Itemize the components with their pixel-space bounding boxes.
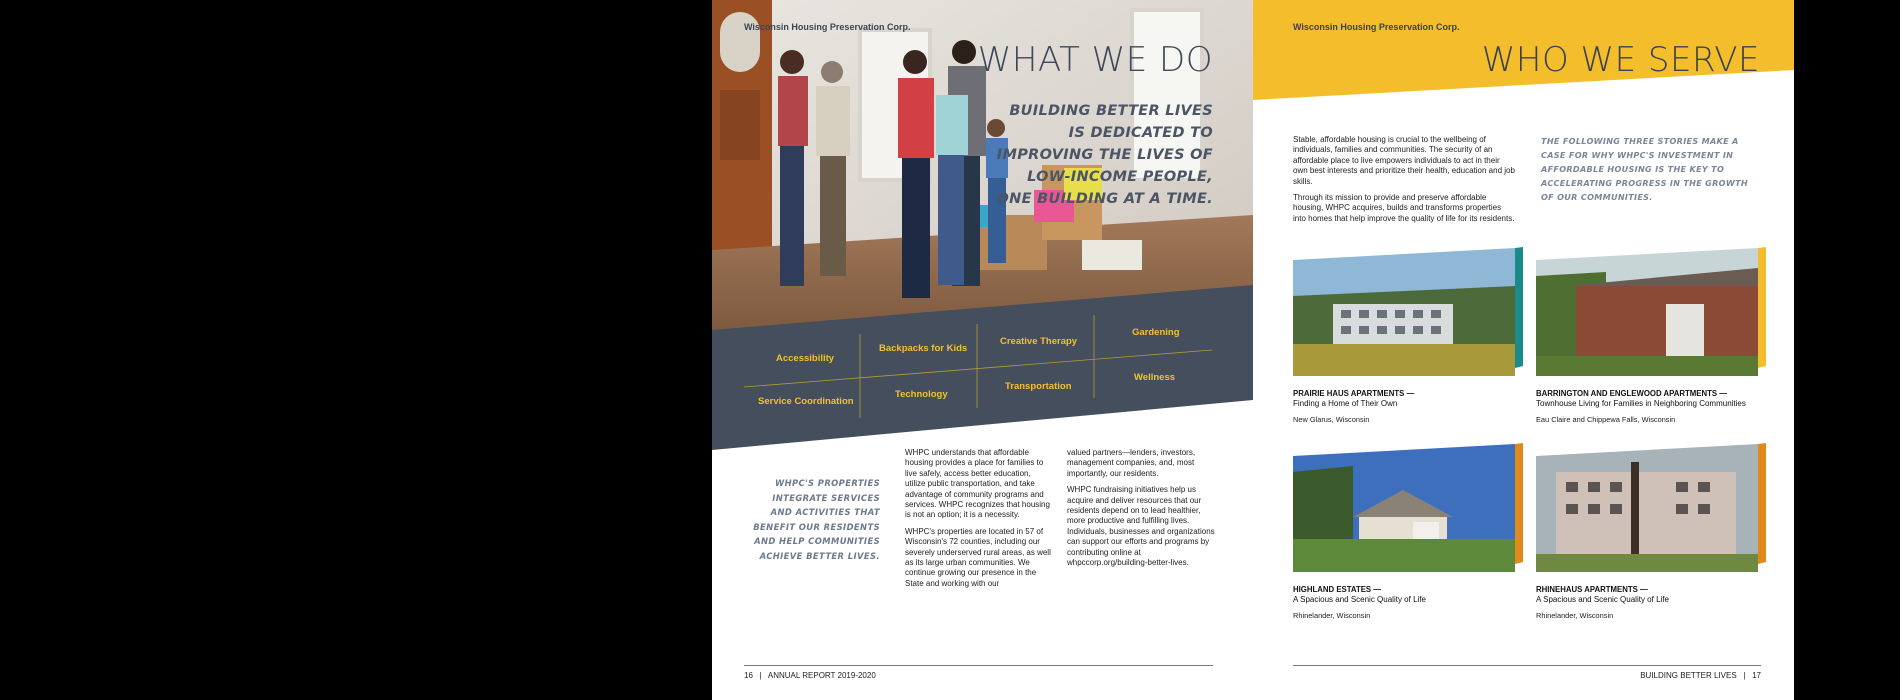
card-title: RHINEHAUS APARTMENTS — [1536, 585, 1648, 594]
service-coordination: Service Coordination [758, 396, 854, 407]
card-subtitle: A Spacious and Scenic Quality of Life [1536, 595, 1669, 604]
paragraph: Stable, affordable housing is crucial to the wellbeing of individuals, families and communities. The security of an affordable place to live empowers individuals to act in their own best interests and prioritize their health, education and job skills. [1293, 135, 1515, 186]
building-photo [1536, 442, 1766, 580]
page-footer: 16 | ANNUAL REPORT 2019-2020 [744, 671, 876, 680]
page-title: WHAT WE DO [977, 40, 1213, 80]
paragraph: WHPC's properties are located in 57 of Wisconsin's 72 counties, including our severely underserved rural areas, as well as its large urban communities. We continue growing our presence in the State and working with our [905, 526, 1051, 588]
body-column-1 [905, 448, 1053, 595]
service-backpacks: Backpacks for Kids [879, 343, 968, 354]
card-subtitle: Townhouse Living for Families in Neighboring Communities [1536, 399, 1746, 408]
page-footer: BUILDING BETTER LIVES | 17 [1640, 671, 1761, 680]
card-title: PRAIRIE HAUS APARTMENTS — [1293, 389, 1415, 398]
pull-quote: THE FOLLOWING THREE STORIES MAKE A CASE FOR WHY WHPC'S INVESTMENT IN AFFORDABLE HOUSING IS THE KEY TO ACCELERATING PROGRESS IN THE GROWTH OF OUR COMMUNITIES. [1541, 136, 1748, 202]
service-technology: Technology [895, 389, 948, 400]
tagline [997, 100, 1213, 210]
paragraph: Through its mission to provide and preserve affordable housing, WHPC acquires, builds and transforms properties into homes that help improve the quality of life for its residents. [1293, 193, 1515, 223]
service-gardening: Gardening [1132, 327, 1180, 338]
footer-rule [744, 665, 1213, 666]
building-photo [1536, 246, 1766, 384]
paragraph: WHPC fundraising initiatives help us acquire and deliver resources that our residents depend on to lead healthier, more productive and fulfilling lives. Individuals, businesses and organizations can support our efforts and programs by contributing online at whpccorp.org/building-better-lives. [1067, 485, 1215, 568]
tagline-line: IS DEDICATED TO [1068, 125, 1213, 141]
card-subtitle: A Spacious and Scenic Quality of Life [1293, 595, 1426, 604]
service-transportation: Transportation [1005, 381, 1072, 392]
service-creative-therapy: Creative Therapy [1000, 336, 1078, 347]
card-title: BARRINGTON AND ENGLEWOOD APARTMENTS — [1536, 389, 1728, 398]
org-name: Wisconsin Housing Preservation Corp. [744, 22, 911, 32]
page-16 [712, 0, 1253, 700]
tagline-line: IMPROVING THE LIVES OF [996, 147, 1213, 163]
service-wellness: Wellness [1134, 372, 1176, 383]
tagline-line: BUILDING BETTER LIVES [1009, 103, 1213, 119]
tagline-line: LOW-INCOME PEOPLE, [1027, 169, 1213, 185]
card-location: Eau Claire and Chippewa Falls, Wisconsin [1536, 415, 1676, 424]
side-quote: WHPC'S PROPERTIES INTEGRATE SERVICES AND ACTIVITIES THAT BENEFIT OUR RESIDENTS AND HELP COMMUNITIES ACHIEVE BETTER LIVES. [753, 478, 880, 561]
page-title: WHO WE SERVE [1481, 40, 1760, 80]
card-subtitle: Finding a Home of Their Own [1293, 399, 1398, 408]
page-17 [1253, 0, 1794, 700]
service-accessibility: Accessibility [776, 353, 835, 364]
building-photo [1293, 246, 1523, 384]
body-column-2 [1067, 448, 1215, 574]
org-name: Wisconsin Housing Preservation Corp. [1293, 22, 1460, 32]
card-title: HIGHLAND ESTATES — [1293, 585, 1382, 594]
intro-text [1293, 135, 1515, 230]
paragraph: WHPC understands that affordable housing provides a place for families to live safely, access better education, utilize public transportation, and take advantage of community programs and services. WHPC recognizes that housing is not an option; it is a necessity. [905, 448, 1050, 520]
paragraph: valued partners—lenders, investors, management companies, and, most importantly, our residents. [1067, 448, 1196, 478]
tagline-line: ONE BUILDING AT A TIME. [996, 191, 1213, 207]
card-location: Rhinelander, Wisconsin [1536, 611, 1614, 620]
card-location: New Glarus, Wisconsin [1293, 415, 1370, 424]
footer-rule [1293, 665, 1761, 666]
report-spread [712, 0, 1794, 700]
building-photo [1293, 442, 1523, 580]
card-location: Rhinelander, Wisconsin [1293, 611, 1371, 620]
